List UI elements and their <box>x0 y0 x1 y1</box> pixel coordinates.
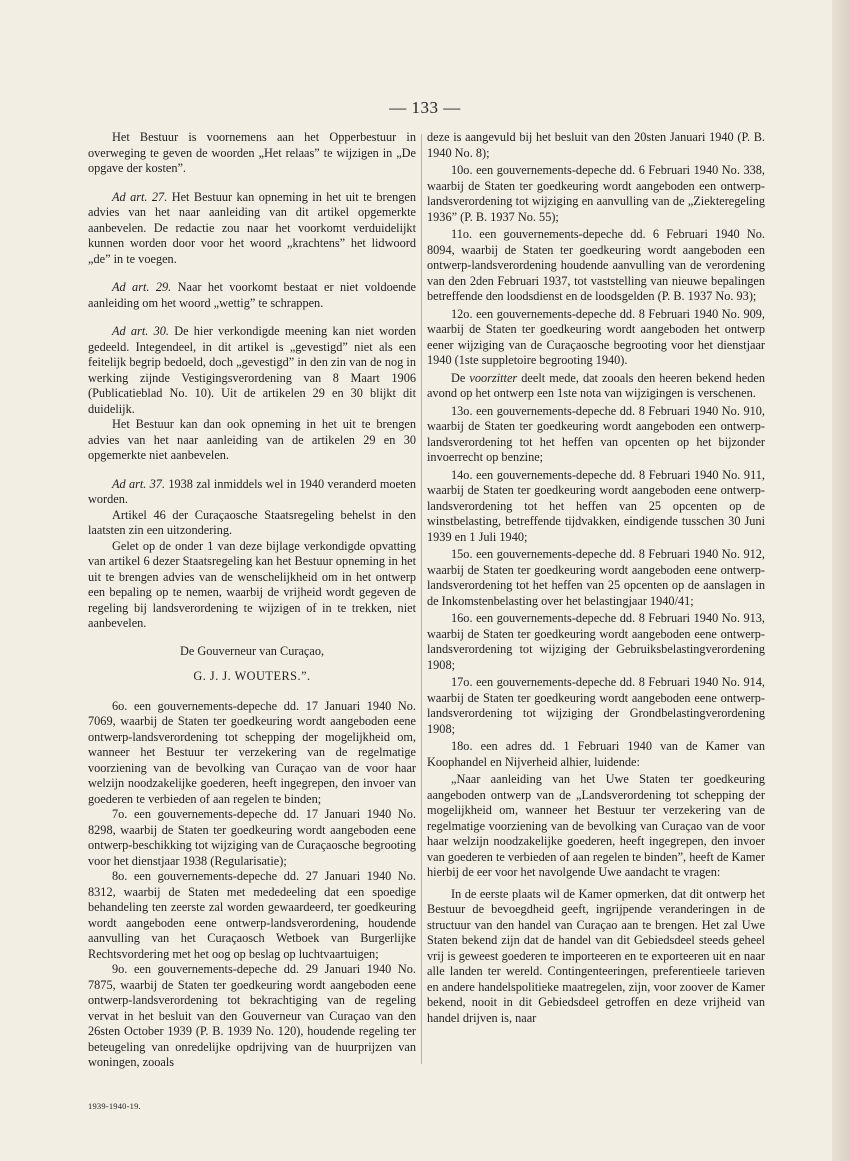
list-item-14o: 14o. een gouvernements-depeche dd. 8 Februari 1940 No. 911, waarbij de Staten ter goedkeuring wordt aangeboden eene ontwerp-landsverordening tot het heffen van 25 opcenten op de winstbelasting, betreffende tijdvakken, eindigende tusschen 30 Juni 1939 en 1 Juli 1940; <box>427 467 765 544</box>
list-item-9o: 9o. een gouvernements-depeche dd. 29 Januari 1940 No. 7875, waarbij de Staten ter goedkeuring wordt aangeboden eene ontwerp-landsverordening tot bekrachtiging van de regeling vervat in het besluit van den Gouverneur van Curaçao van den 26sten October 1939 (P. B. 1939 No. 120), houdende regeling ter beteugeling van onredelijke opdrijving van de huurprijzen van woningen, zooals <box>88 962 416 1069</box>
article-label: Ad art. 27. <box>112 189 168 204</box>
list-item-7o: 7o. een gouvernements-depeche dd. 17 Januari 1940 No. 8298, waarbij de Staten ter goedkeuring wordt aangeboden eene ontwerp-beschikking tot wijziging van de Curaçaosche begrooting voor het dienstjaar 1938 (Regularisatie); <box>88 807 416 868</box>
page-edge <box>832 0 850 1161</box>
paragraph-ad-art-29: Ad art. 29. Naar het voorkomt bestaat er niet voldoende aanleiding om het woord „wettig” te schrappen. <box>88 280 416 310</box>
list-item-8o: 8o. een gouvernements-depeche dd. 27 Januari 1940 No. 8312, waarbij de Staten met mededeeling dat een spoedige behandeling ten zeerste zal worden gewaardeerd, ter goedkeuring wordt aangeboden eene ontwerp-landsverordening, houdende aanvulling van het Curaçaosch Wetboek van Burgerlijke Rechtsvordering met het oog op beslag op luchtvaartuigen; <box>88 869 416 961</box>
paragraph: Het Bestuur is voornemens aan het Opperbestuur in overweging te geven de woorden „Het relaas” te wijzigen in „De opgave der kosten”. <box>88 130 416 175</box>
paragraph-ad-art-37: Ad art. 37. 1938 zal inmiddels wel in 1940 veranderd moeten worden. <box>88 476 417 506</box>
left-column <box>88 130 416 1071</box>
paragraph: Gelet op de onder 1 van deze bijlage verkondigde opvatting van artikel 6 dezer Staatsregeling kan het Bestuur opneming in het uit te brengen advies van de wenschelijkheid om in het ontwerp een bepaling op te nemen, waarbij de vrijheid wordt gegeven de regeling bij landsverordening te wijzigen of in te trekken, niet aanbevelen. <box>88 538 416 630</box>
signature-role: De Gouverneur van Curaçao, <box>179 643 325 658</box>
page-number: — 133 — <box>389 98 461 117</box>
list-item-15o: 15o. een gouvernements-depeche dd. 8 Februari 1940 No. 912, waarbij de Staten ter goedkeuring wordt aangeboden eene ontwerp-landsverordening tot het heffen van 25 opcenten op de aanslagen in de Inkomstenbelasting over het belastingjaar 1940/41; <box>427 547 765 608</box>
emphasis-voorzitter: voorzitter <box>469 370 518 385</box>
list-item-11o: 11o. een gouvernements-depeche dd. 6 Februari 1940 No. 8094, waarbij de Staten ter goedkeuring wordt aangeboden een ontwerp-landsverordening houdende aanvulling van de verordening van den 2den Februari 1937, tot vaststelling van nieuwe bepalingen betreffende den loodsdienst en de loodsgelden (P. B. 1937 No. 93); <box>427 227 765 303</box>
list-item-13o: 13o. een gouvernements-depeche dd. 8 Februari 1940 No. 910, waarbij de Staten ter goedkeuring wordt aangeboden een ontwerp-landsverordening tot het heffen van opcenten op het bijzonder invoerrecht op benzine; <box>427 403 765 464</box>
list-item-12o: 12o. een gouvernements-depeche dd. 8 Februari 1940 No. 909, waarbij de Staten ter goedkeuring wordt aangeboden het ontwerp eener wijziging van de Curaçaosche begrooting voor het dienstjaar 1940 (1ste suppletoire begrooting 1940). <box>427 306 765 367</box>
quoted-address: „Naar aanleiding van het Uwe Staten ter goedkeuring aangeboden ontwerp van de „Landsverordening tot schepping der mogelijkheid om, wanneer het Bestuur ter verzekering van de regelmatige voorziening van de bevolking van Curaçao van de voor haar welzijn noodzakelijke goederen, heeft ingegrepen, den invoer van goederen te verbieden of aan regelen te binden”, heeft de Kamer hierbij de eer voor het navolgende Uwe aandacht te vragen: <box>427 772 765 879</box>
right-column <box>427 130 765 1026</box>
footer-code: 1939-1940-19. <box>88 1101 141 1111</box>
article-label: Ad art. 37. <box>112 476 166 491</box>
paragraph-continued: deze is aangevuld bij het besluit van den 20sten Januari 1940 (P. B. 1940 No. 8); <box>427 130 765 160</box>
paragraph: Artikel 46 der Curaçaosche Staatsregeling behelst in den laatsten zin een uitzondering. <box>88 507 416 537</box>
list-item-17o: 17o. een gouvernements-depeche dd. 8 Februari 1940 No. 914, waarbij de Staten ter goedkeuring wordt aangeboden eene ontwerp-landsverordening tot wijziging der Grondbelastingverordening 1908; <box>427 675 765 736</box>
paragraph-ad-art-30: Ad art. 30. De hier verkondigde meening kan niet worden gedeeld. Integendeel, in dit artikel is „gevestigd” niet als een feitelijk begrip bedoeld, doch „gevestigd” in den zin van de nog in werking zijnde Vestigingsverordening van 8 Maart 1906 (Publicatieblad No. 10). Uit de artikelen 29 en 30 blijkt dit duidelijk. <box>88 324 416 416</box>
list-item-18o: 18o. een adres dd. 1 Februari 1940 van de Kamer van Koophandel en Nijverheid alhier, luidende: <box>427 739 765 769</box>
paragraph: In de eerste plaats wil de Kamer opmerken, dat dit ontwerp het Bestuur de bevoegdheid geeft, ingrijpende veranderingen in de structuur van den handel van Curaçao aan te brengen. Het zal Uwe Staten bekend zijn dat de handel van dit Gebiedsdeel steeds geheel vrij is geweest goederen te importeeren en te exporteeren uit en naar alle landen ter wereld. Contingenteeringen, preferentieele tarieven en andere handelspolitieke maatregelen, zijn, voor zoover de Kamer bekend, nooit in dit Gebiedsdeel getroffen en deze vrijheid van handel drijven is, naar <box>427 886 765 1025</box>
list-item-6o: 6o. een gouvernements-depeche dd. 17 Januari 1940 No. 7069, waarbij de Staten ter goedkeuring wordt aangeboden eene ontwerp-landsverordening tot schepping der mogelijkheid om, wanneer het Bestuur ter verzekering van de regelmatige voorziening van de bevolking van Curaçao van de voor haar welzijn noodzakelijke goederen, heeft ingegrepen, den invoer van goederen te verbieden of aan regelen te binden; <box>88 698 416 806</box>
article-label: Ad art. 29. <box>112 280 172 294</box>
article-label: Ad art. 30. <box>112 324 169 338</box>
paragraph-ad-art-27: Ad art. 27. Het Bestuur kan opneming in het uit te brengen advies van het naar aanleiding van dit artikel opgemerkte aanbevelen. De redactie zou naar het voorkomt verduidelijkt kunnen worden door voor het woord „krachtens” het lidwoord „de” in te voegen. <box>88 189 416 266</box>
paragraph-voorzitter: De voorzitter deelt mede, dat zooals den heeren bekend heden avond op het ontwerp een 1ste nota van wijzigingen is verschenen. <box>427 370 765 400</box>
signature-name: G. J. J. WOUTERS.”. <box>193 669 311 683</box>
list-item-16o: 16o. een gouvernements-depeche dd. 8 Februari 1940 No. 913, waarbij de Staten ter goedkeuring wordt aangeboden eene ontwerp-landsverordening tot wijziging der Gebruiksbelastingverordening 1908; <box>427 611 765 672</box>
list-item-10o: 10o. een gouvernements-depeche dd. 6 Februari 1940 No. 338, waarbij de Staten ter goedkeuring wordt aangeboden een ontwerp-landsverordening tot wijziging en aanvulling van de „Ziekteregeling 1936” (P. B. 1937 No. 55); <box>427 163 765 224</box>
column-divider <box>421 134 422 1064</box>
paragraph: Het Bestuur kan dan ook opneming in het uit te brengen advies van het naar aanleiding van de artikelen 29 en 30 opgemerkte niet aanbevelen. <box>88 417 416 462</box>
